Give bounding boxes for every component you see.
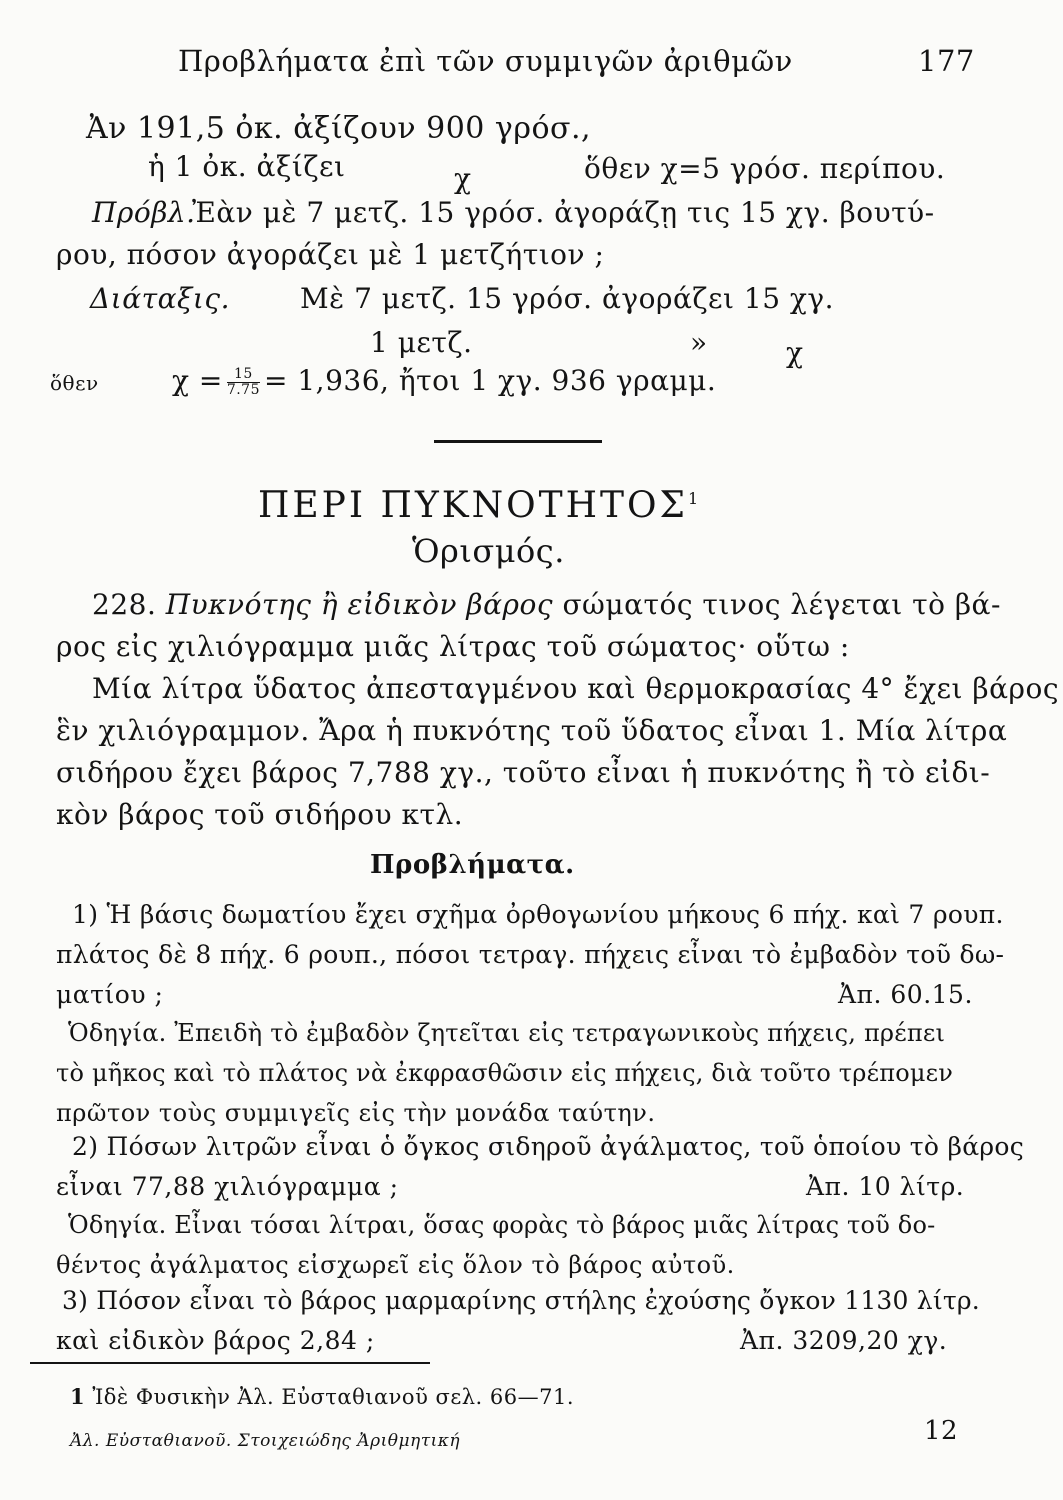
definition-line-6: κὸν βάρος τοῦ σιδήρου κτλ. bbox=[56, 798, 464, 831]
example-line-6b: » bbox=[690, 326, 708, 359]
footnote bbox=[70, 1380, 574, 1414]
sheet-signature: 12 bbox=[924, 1416, 959, 1446]
section-title bbox=[258, 478, 701, 527]
definition-number: 228. bbox=[92, 588, 157, 621]
problem-2-hint-1: Ὁδηγία. Εἶναι τόσαι λίτραι, ὅσας φορὰς τὸ βάρος μιᾶς λίτρας τοῦ δο- bbox=[68, 1211, 936, 1239]
definition-line-1-rest: σώματός τινος λέγεται τὸ βά- bbox=[562, 588, 1001, 621]
defined-term: Πυκνότης ἢ εἰδικὸν βάρος bbox=[165, 588, 554, 621]
fraction-numerator: 15 bbox=[227, 367, 260, 383]
definition-line-2: ρος εἰς χιλιόγραμμα μιᾶς λίτρας τοῦ σώματος· οὕτω : bbox=[56, 630, 850, 663]
section-title-footnote-mark: 1 bbox=[688, 489, 702, 508]
example-line-4: ρου, πόσον ἀγοράζει μὲ 1 μετζήτιον ; bbox=[56, 238, 605, 271]
problem-label: Πρόβλ. bbox=[92, 196, 196, 229]
problem-3-line-2: καὶ εἰδικὸν βάρος 2,84 ; bbox=[56, 1326, 375, 1355]
section-divider bbox=[434, 440, 602, 443]
problem-1-line-2: πλάτος δὲ 8 πήχ. 6 ρουπ., πόσοι τετραγ. πήχεις εἶναι τὸ ἐμβαδὸν τοῦ δω- bbox=[56, 940, 1005, 969]
example-line-3: Ἐὰν μὲ 7 μετζ. 15 γρόσ. ἀγοράζῃ τις 15 χγ. βουτύ- bbox=[192, 196, 935, 229]
definition-line-1 bbox=[92, 588, 1001, 622]
example-line-2b: χ bbox=[454, 162, 472, 195]
definition-line-3: Μία λίτρα ὕδατος ἀπεσταγμένου καὶ θερμοκρασίας 4° ἔχει βάρος bbox=[92, 672, 1060, 705]
example-line-2c: ὅθεν χ=5 γρόσ. περίπου. bbox=[584, 152, 946, 185]
problem-3-answer: Ἀπ. 3209,20 χγ. bbox=[740, 1326, 948, 1355]
problem-2-hint-2: θέντος ἀγάλματος εἰσχωρεῖ εἰς ὅλον τὸ βάρος αὐτοῦ. bbox=[56, 1251, 735, 1279]
page-number: 177 bbox=[918, 44, 975, 78]
arrangement-label: Διάταξις. bbox=[90, 282, 230, 315]
problems-heading: Προβλήματα. bbox=[370, 850, 575, 880]
example-line-6c: χ bbox=[786, 336, 804, 369]
fraction bbox=[227, 367, 260, 398]
footnote-text: Ἰδὲ Φυσικὴν Ἀλ. Εὐσταθιανοῦ σελ. 66—71. bbox=[92, 1385, 574, 1409]
problem-1-line-3: ματίου ; bbox=[56, 980, 164, 1009]
running-title: Προβλήματα ἐπὶ τῶν συμμιγῶν ἀριθμῶν bbox=[178, 44, 793, 78]
printer-signature: Ἀλ. Εὐσταθιανοῦ. Στοιχειώδης Ἀριθμητική bbox=[70, 1431, 461, 1451]
example-line-6a: 1 μετζ. bbox=[370, 326, 473, 359]
example-line-1: Ἀν 191,5 ὀκ. ἀξίζουν 900 γρόσ., bbox=[86, 111, 592, 146]
problem-3-line-1: 3) Πόσον εἶναι τὸ βάρος μαρμαρίνης στήλης ἐχούσης ὄγκον 1130 λίτρ. bbox=[62, 1286, 980, 1315]
example-line-2a: ἡ 1 ὀκ. ἀξίζει bbox=[148, 150, 346, 183]
definition-line-5: σιδήρου ἔχει βάρος 7,788 χγ., τοῦτο εἶναι ἡ πυκνότης ἢ τὸ εἰδι- bbox=[56, 756, 991, 789]
section-title-text: ΠΕΡΙ ΠΥΚΝΟΤΗΤΟΣ bbox=[258, 485, 689, 526]
example-hence-label: ὅθεν bbox=[50, 371, 99, 395]
equation-lhs: χ = bbox=[172, 364, 223, 397]
problem-1-answer: Ἀπ. 60.15. bbox=[838, 980, 973, 1009]
fraction-denominator: 7.75 bbox=[226, 382, 260, 398]
example-line-5: Μὲ 7 μετζ. 15 γρόσ. ἀγοράζει 15 χγ. bbox=[300, 282, 835, 315]
footnote-divider bbox=[30, 1362, 430, 1364]
problem-2-line-1: 2) Πόσων λιτρῶν εἶναι ὁ ὄγκος σιδηροῦ ἀγάλματος, τοῦ ὁποίου τὸ βάρος bbox=[72, 1132, 1025, 1161]
example-line-7 bbox=[172, 364, 716, 398]
problem-2-answer: Ἀπ. 10 λίτρ. bbox=[806, 1172, 965, 1201]
problem-1-hint-1: Ὁδηγία. Ἐπειδὴ τὸ ἐμβαδὸν ζητεῖται εἰς τετραγωνικοὺς πήχεις, πρέπει bbox=[68, 1019, 946, 1047]
problem-1-line-1: 1) Ἡ βάσις δωματίου ἔχει σχῆμα ὀρθογωνίου μήκους 6 πήχ. καὶ 7 ρουπ. bbox=[72, 900, 1004, 929]
definition-line-4: ἓν χιλιόγραμμον. Ἄρα ἡ πυκνότης τοῦ ὕδατος εἶναι 1. Μία λίτρα bbox=[56, 714, 1008, 747]
problem-2-line-2: εἶναι 77,88 χιλιόγραμμα ; bbox=[56, 1172, 399, 1201]
problem-1-hint-3: πρῶτον τοὺς συμμιγεῖς εἰς τὴν μονάδα ταύτην. bbox=[56, 1099, 656, 1127]
equation-rhs: = 1,936, ἤτοι 1 χγ. 936 γραμμ. bbox=[264, 364, 717, 397]
problem-1-hint-2: τὸ μῆκος καὶ τὸ πλάτος νὰ ἐκφρασθῶσιν εἰς πήχεις, διὰ τοῦτο τρέπομεν bbox=[56, 1059, 954, 1087]
section-subtitle: Ὁρισμός. bbox=[412, 532, 565, 570]
footnote-number: 1 bbox=[70, 1384, 86, 1409]
